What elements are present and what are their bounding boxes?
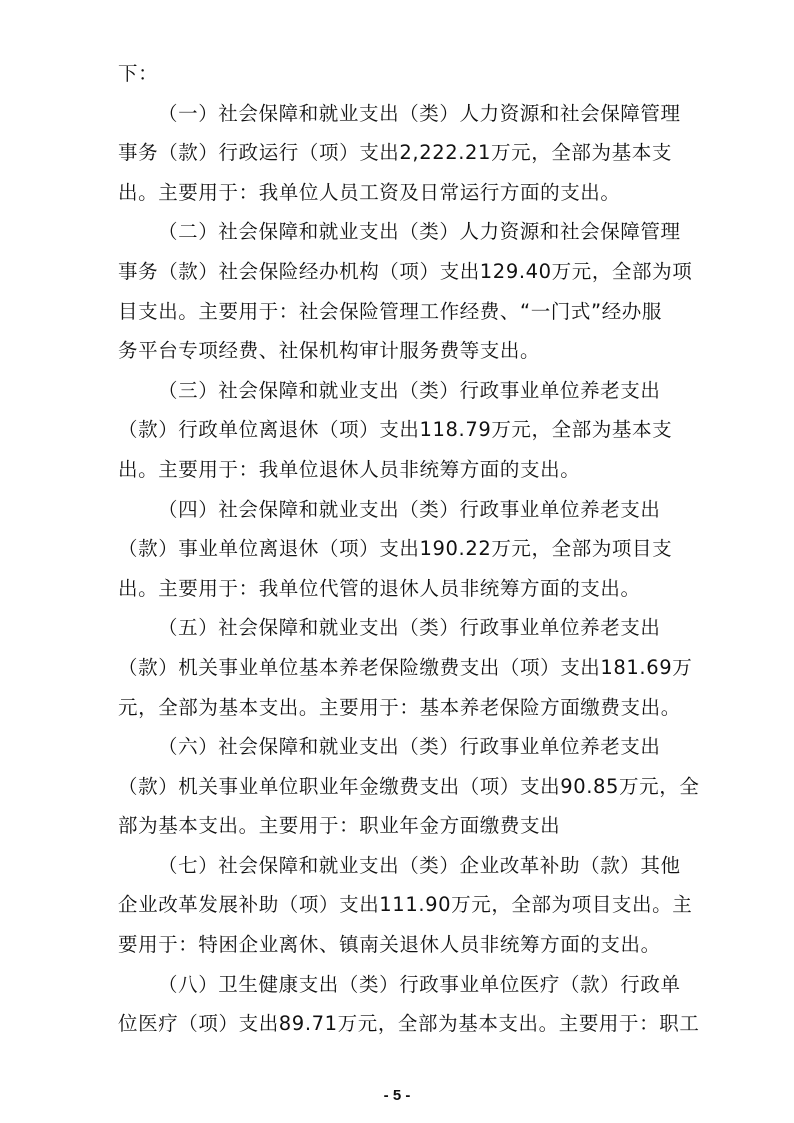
- paragraph-5-heading-line: （五）社会保障和就业支出（类）行政事业单位养老支出: [158, 616, 661, 640]
- text-line: 元，全部为基本支出。主要用于：基本养老保险方面缴费支出。: [118, 695, 681, 719]
- text-line: （款）机关事业单位基本养老保险缴费支出（项）支出181.69万: [118, 655, 693, 679]
- text-line: 企业改革发展补助（项）支出111.90万元，全部为项目支出。主: [118, 893, 693, 917]
- text-line: 出。主要用于：我单位代管的退休人员非统筹方面的支出。: [118, 576, 641, 600]
- paragraph-8-heading-line: （八）卫生健康支出（类）行政事业单位医疗（款）行政单: [158, 972, 681, 996]
- paragraph-3-heading-line: （三）社会保障和就业支出（类）行政事业单位养老支出: [158, 378, 661, 402]
- text-line: 事务（款）社会保险经办机构（项）支出129.40万元，全部为项: [118, 259, 693, 283]
- paragraph-2-heading-line: （二）社会保障和就业支出（类）人力资源和社会保障管理: [158, 220, 681, 244]
- text-line: 出。主要用于：我单位人员工资及日常运行方面的支出。: [118, 180, 621, 204]
- text-line: 务平台专项经费、社保机构审计服务费等支出。: [118, 339, 541, 363]
- text-line: 事务（款）行政运行（项）支出2,222.21万元，全部为基本支: [118, 141, 672, 165]
- paragraph-1-heading-line: （一）社会保障和就业支出（类）人力资源和社会保障管理: [158, 101, 681, 125]
- text-line: （款）机关事业单位职业年金缴费支出（项）支出90.85万元，全: [118, 774, 700, 798]
- paragraph-4-heading-line: （四）社会保障和就业支出（类）行政事业单位养老支出: [158, 497, 661, 521]
- paragraph-6-heading-line: （六）社会保障和就业支出（类）行政事业单位养老支出: [158, 735, 661, 759]
- text-line: （款）行政单位离退休（项）支出118.79万元，全部为基本支: [118, 418, 673, 442]
- text-line: 目支出。主要用于：社会保险管理工作经费、“一门式”经办服: [118, 299, 663, 323]
- text-line: 出。主要用于：我单位退休人员非统筹方面的支出。: [118, 457, 581, 481]
- text-line: 要用于：特困企业离休、镇南关退休人员非统筹方面的支出。: [118, 933, 661, 957]
- text-line: 位医疗（项）支出89.71万元，全部为基本支出。主要用于：职工: [118, 1012, 700, 1036]
- paragraph-7-heading-line: （七）社会保障和就业支出（类）企业改革补助（款）其他: [158, 853, 681, 877]
- text-line: （款）事业单位离退休（项）支出190.22万元，全部为项目支: [118, 537, 673, 561]
- text-line: 部为基本支出。主要用于：职业年金方面缴费支出: [118, 814, 561, 838]
- text-line: 下：: [118, 62, 159, 85]
- body-text: [118, 54, 700, 1044]
- page-number: - 5 -: [383, 1087, 411, 1104]
